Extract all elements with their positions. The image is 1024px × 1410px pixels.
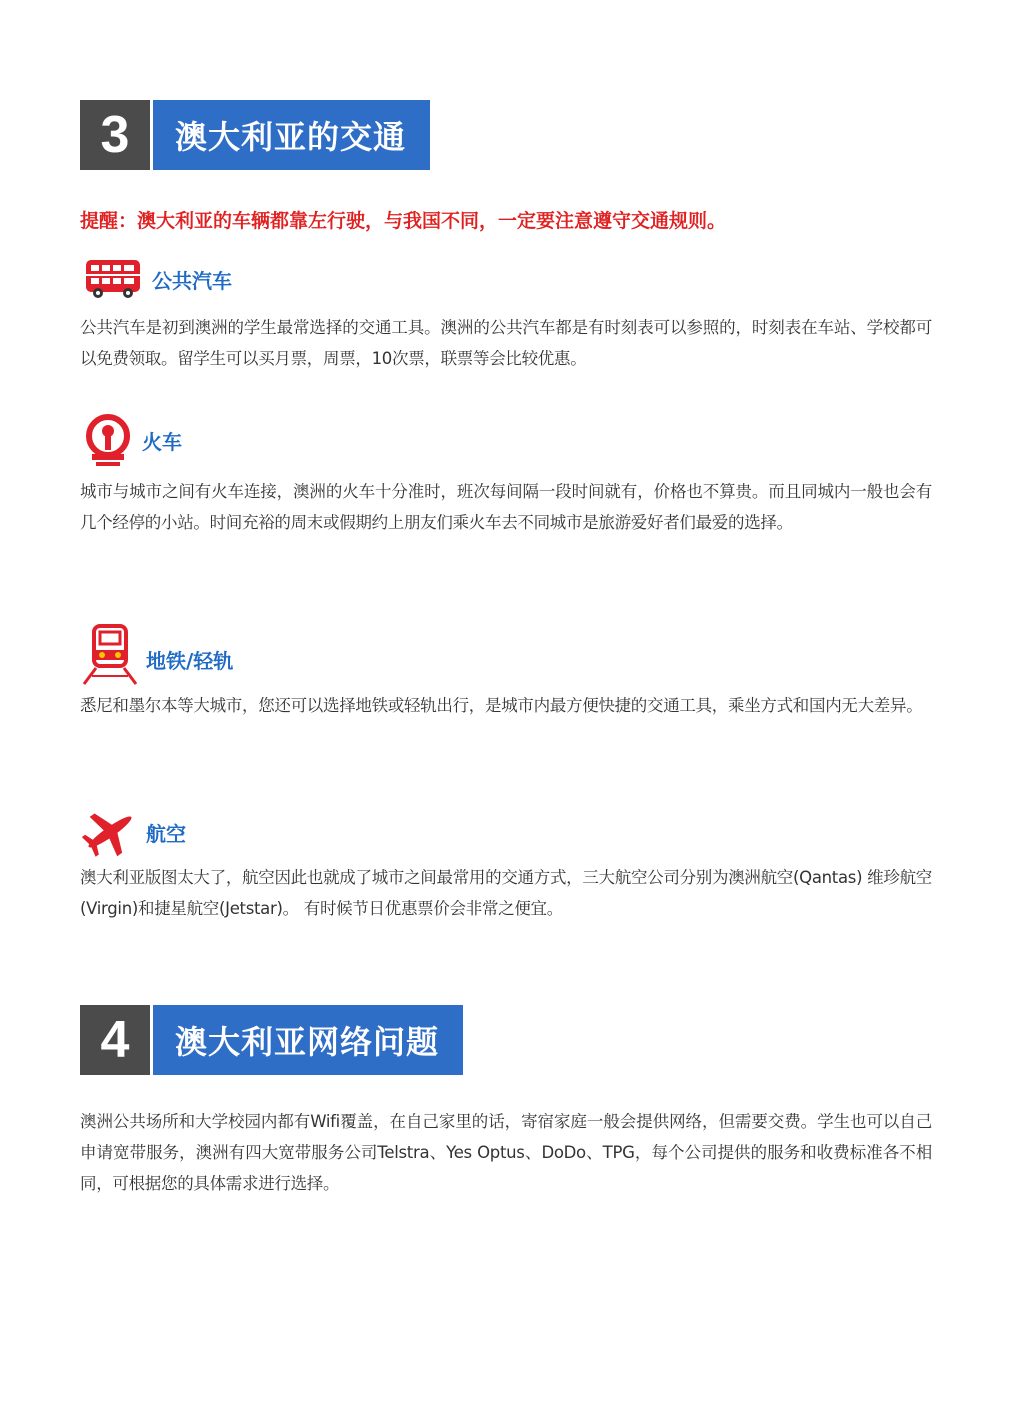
metro-subheading [82, 622, 233, 686]
section-4-header [80, 1005, 463, 1075]
bus-subheading [82, 258, 232, 300]
train-subheading [82, 412, 182, 468]
metro-title: 地铁/轻轨 [146, 648, 234, 673]
air-description: 澳大利亚版图太大了，航空因此也就成了城市之间最常用的交通方式，三大航空公司分别为澳洲航空(Qantas) 维珍航空(Virgin)和捷星航空(Jetstar)。 有时候节日优惠票价会非常之便宜。 [80, 868, 932, 918]
section-title: 澳大利亚网络问题 [153, 1005, 463, 1075]
bus-title: 公共汽车 [152, 268, 232, 293]
section-number: 4 [80, 1005, 150, 1075]
railway-logo-icon [82, 412, 134, 468]
bus-description: 公共汽车是初到澳洲的学生最常选择的交通工具。澳洲的公共汽车都是有时刻表可以参照的，时刻表在车站、学校都可以免费领取。留学生可以买月票，周票，10次票，联票等会比较优惠。 [80, 318, 932, 368]
train-description: 城市与城市之间有火车连接，澳洲的火车十分准时，班次每间隔一段时间就有，价格也不算贵。而且同城内一般也会有几个经停的小站。时间充裕的周末或假期约上朋友们乘火车去不同城市是旅游爱好者们最爱的选择。 [80, 482, 932, 532]
metro-train-icon [82, 622, 138, 686]
air-subheading [82, 806, 186, 858]
airplane-icon [82, 806, 138, 858]
bus-icon [82, 258, 144, 300]
section-3-header [80, 100, 430, 170]
traffic-reminder: 提醒：澳大利亚的车辆都靠左行驶，与我国不同，一定要注意遵守交通规则。 [80, 210, 727, 232]
metro-description: 悉尼和墨尔本等大城市，您还可以选择地铁或轻轨出行，是城市内最方便快捷的交通工具，乘坐方式和国内无大差异。 [80, 696, 923, 715]
air-title: 航空 [146, 821, 186, 846]
section-title: 澳大利亚的交通 [153, 100, 430, 170]
section-number: 3 [80, 100, 150, 170]
internet-description: 澳洲公共场所和大学校园内都有Wifi覆盖，在自己家里的话，寄宿家庭一般会提供网络，但需要交费。学生也可以自己申请宽带服务，澳洲有四大宽带服务公司Telstra、Yes Optus、DoDo、TPG，每个公司提供的服务和收费标准各不相同，可根据您的具体需求进行选择。 [80, 1112, 932, 1193]
train-title: 火车 [142, 429, 182, 454]
